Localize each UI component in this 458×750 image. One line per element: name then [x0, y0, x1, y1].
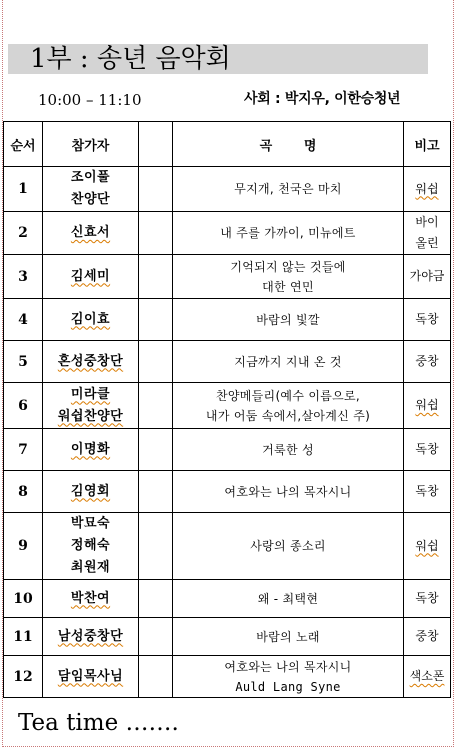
performer-name: 조이풀: [70, 170, 111, 185]
note-cell: [404, 618, 451, 656]
row-number: 1: [4, 167, 43, 212]
song-cell: [173, 513, 404, 580]
song-cell: [173, 429, 404, 471]
table-row: [4, 656, 451, 698]
performer-name: 정해숙: [70, 538, 111, 553]
song-title: 왜 - 최택현: [257, 591, 319, 606]
row-number: 5: [4, 341, 43, 383]
spacer-cell: [139, 580, 173, 618]
note-text: 워쉽: [415, 398, 439, 412]
row-number: 11: [4, 618, 43, 656]
song-cell: [173, 255, 404, 299]
row-number: 2: [4, 212, 43, 255]
header-order: 순서: [4, 122, 43, 167]
note-text: 가야금: [409, 269, 445, 283]
performer-name: 담임목사님: [57, 668, 124, 684]
performer-name: 박찬여: [70, 590, 111, 606]
spacer-cell: [139, 299, 173, 341]
note-text: 독창: [415, 591, 439, 605]
header-spacer: [139, 122, 173, 167]
header-note: 비고: [404, 122, 451, 167]
song-cell: [173, 618, 404, 656]
host-info: 사회 : 박지우, 이한승청년: [244, 91, 401, 107]
song-title: 무지개, 천국은 마치: [234, 182, 342, 196]
row-number: 12: [4, 656, 43, 698]
spacer-cell: [139, 471, 173, 513]
song-cell: [173, 341, 404, 383]
note-cell: [404, 429, 451, 471]
spacer-cell: [139, 513, 173, 580]
spacer-cell: [139, 656, 173, 698]
song-title: 내가 어둠 속에서,살아계신 주): [205, 408, 371, 423]
header-song: 곡 명: [173, 122, 404, 167]
program-body: [4, 167, 451, 698]
song-cell: [173, 167, 404, 212]
song-cell: [173, 299, 404, 341]
table-row: [4, 618, 451, 656]
performer-cell: [43, 513, 139, 580]
note-cell: [404, 656, 451, 698]
row-number: 3: [4, 255, 43, 299]
performer-name: 혼성중창단: [57, 353, 124, 369]
note-text: 색소폰: [409, 669, 445, 683]
header-performer: 참가자: [43, 122, 139, 167]
note-cell: [404, 580, 451, 618]
table-row: [4, 429, 451, 471]
table-row: [4, 513, 451, 580]
note-cell: [404, 513, 451, 580]
table-row: [4, 212, 451, 255]
note-text: 워쉽: [415, 181, 439, 196]
performer-name: 남성중창단: [57, 628, 124, 644]
note-text: 독창: [415, 312, 439, 326]
song-title: 지금까지 지내 온 것: [234, 354, 342, 369]
performer-name: 김이효: [70, 311, 111, 327]
song-cell: [173, 471, 404, 513]
table-row: [4, 471, 451, 513]
table-row: [4, 299, 451, 341]
performer-cell: [43, 299, 139, 341]
performer-name: 찬양단: [70, 192, 111, 207]
performer-cell: [43, 383, 139, 429]
spacer-cell: [139, 167, 173, 212]
note-cell: [404, 471, 451, 513]
row-number: 4: [4, 299, 43, 341]
performer-name: 최원재: [70, 560, 111, 575]
performer-cell: [43, 656, 139, 698]
note-text: 워쉽: [415, 538, 439, 553]
table-row: [4, 167, 451, 212]
note-text: 올린: [415, 236, 439, 250]
performer-name: 김세미: [70, 268, 111, 284]
spacer-cell: [139, 429, 173, 471]
song-title: 찬양메들리(예수 이름으로,: [215, 388, 361, 403]
note-text: 바이: [415, 215, 439, 229]
song-title: Auld Lang Syne: [235, 679, 341, 694]
performer-name: 김영회: [70, 483, 111, 499]
table-header-row: [4, 122, 451, 167]
spacer-cell: [139, 383, 173, 429]
note-cell: [404, 255, 451, 299]
spacer-cell: [139, 255, 173, 299]
note-cell: [404, 212, 451, 255]
note-cell: [404, 383, 451, 429]
performer-cell: [43, 580, 139, 618]
song-title: 여호와는 나의 목자시니: [224, 659, 352, 674]
performer-cell: [43, 167, 139, 212]
performer-name: 이명화: [70, 441, 111, 457]
table-row: [4, 580, 451, 618]
spacer-cell: [139, 618, 173, 656]
song-title: 내 주를 가까이, 미뉴에트: [220, 226, 356, 240]
spacer-cell: [139, 212, 173, 255]
row-number: 10: [4, 580, 43, 618]
performer-name: 워쉽찬양단: [57, 408, 124, 424]
row-number: 6: [4, 383, 43, 429]
song-title: 기억되지 않는 것들에: [230, 259, 346, 274]
performer-cell: [43, 212, 139, 255]
program-table: [3, 121, 451, 698]
page-title: 1부 : 송년 음악회: [30, 44, 231, 74]
time-range: 10:00 – 11:10: [38, 91, 142, 109]
tea-time-label: Tea time …….: [18, 710, 179, 736]
song-cell: [173, 656, 404, 698]
performer-name: 박묘숙: [70, 516, 111, 531]
performer-cell: [43, 618, 139, 656]
note-text: 독창: [415, 484, 439, 498]
row-number: 9: [4, 513, 43, 580]
spacer-cell: [139, 341, 173, 383]
song-cell: [173, 212, 404, 255]
table-row: [4, 383, 451, 429]
table-row: [4, 341, 451, 383]
song-cell: [173, 580, 404, 618]
note-text: 독창: [415, 442, 439, 456]
note-cell: [404, 167, 451, 212]
song-title: 거룩한 성: [262, 442, 314, 457]
song-title: 여호와는 나의 목자시니: [224, 484, 352, 499]
song-cell: [173, 383, 404, 429]
song-title: 사랑의 종소리: [250, 539, 326, 553]
row-number: 8: [4, 471, 43, 513]
song-title: 바람의 빛깔: [256, 312, 320, 327]
performer-name: 미라클: [70, 386, 111, 402]
table-row: [4, 255, 451, 299]
note-text: 중창: [415, 629, 439, 643]
row-number: 7: [4, 429, 43, 471]
performer-cell: [43, 341, 139, 383]
performer-cell: [43, 429, 139, 471]
performer-cell: [43, 471, 139, 513]
note-cell: [404, 341, 451, 383]
song-title: 바람의 노래: [256, 629, 320, 644]
performer-name: 신효서: [70, 225, 111, 240]
note-cell: [404, 299, 451, 341]
performer-cell: [43, 255, 139, 299]
song-title: 대한 연민: [262, 279, 314, 294]
note-text: 중창: [415, 354, 439, 368]
